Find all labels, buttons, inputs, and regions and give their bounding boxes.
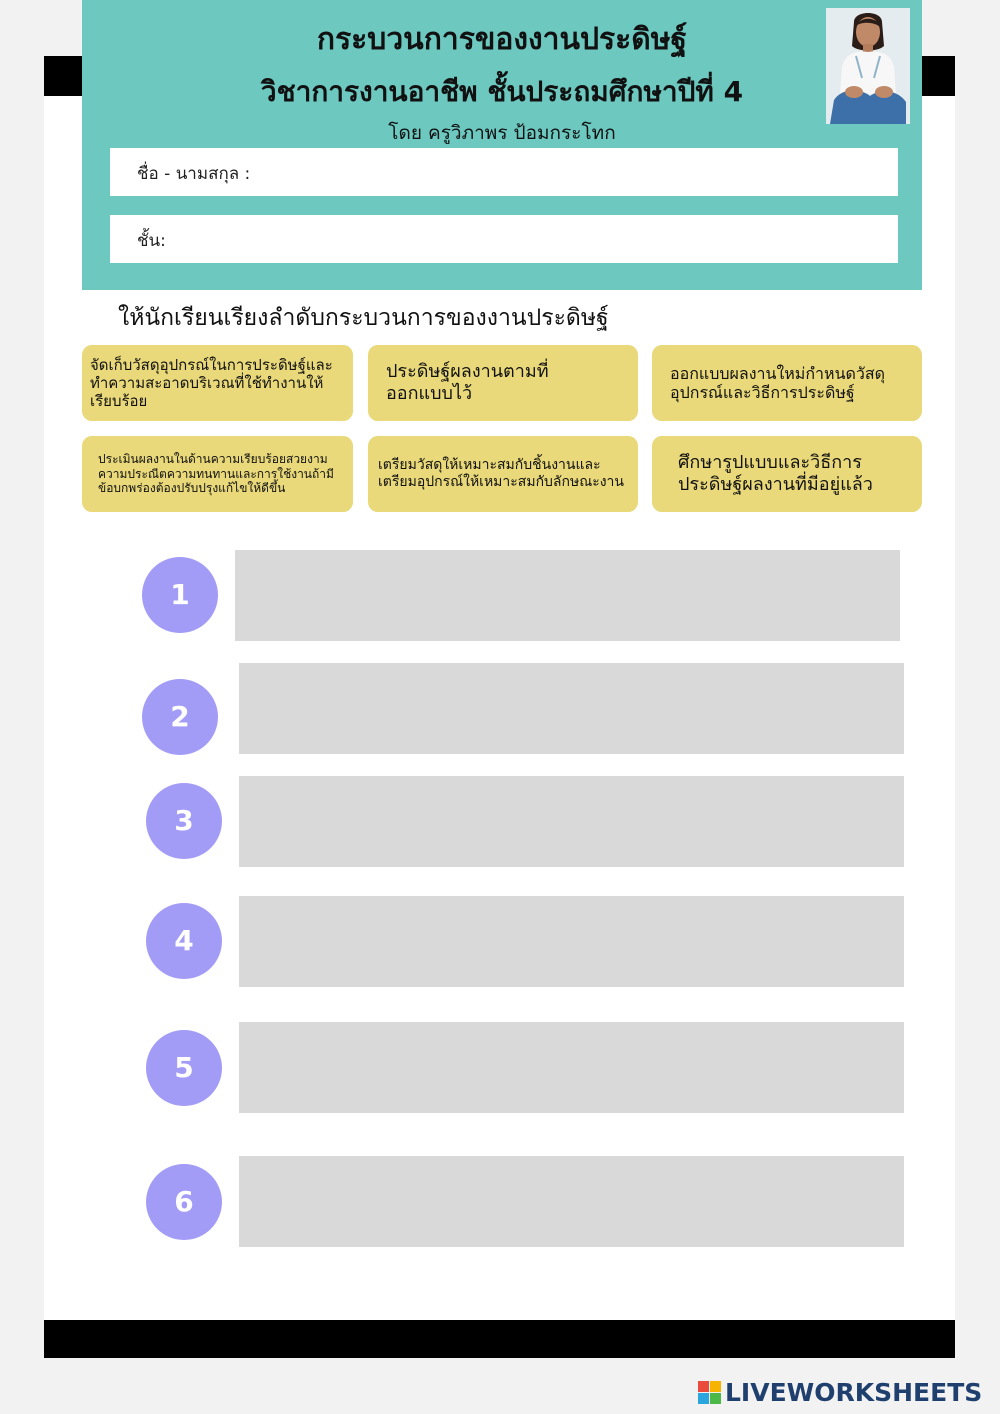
- answer-card-build[interactable]: [368, 345, 638, 421]
- liveworksheets-logo-icon: [698, 1381, 721, 1404]
- class-field[interactable]: [110, 215, 898, 263]
- author-line: โดย ครูวิภาพร ป้อมกระโทก: [388, 122, 616, 144]
- answer-card-text: ออกแบบผลงานใหม่กำหนดวัสดุอุปกรณ์และวิธีการประดิษฐ์: [670, 363, 886, 402]
- answer-card-text: ประดิษฐ์ผลงานตามที่ออกแบบไว้: [386, 361, 549, 404]
- name-field[interactable]: [110, 148, 898, 196]
- instruction-text: ให้นักเรียนเรียงลำดับกระบวนการของงานประดิษฐ์: [118, 305, 609, 331]
- teacher-photo-illustration: [826, 8, 910, 124]
- worksheet-subtitle: วิชาการงานอาชีพ ชั้นประถมศึกษาปีที่ 4: [260, 75, 744, 108]
- answer-card-text: ประเมินผลงานในด้านความเรียบร้อยสวยงามความประณีตความทนทานและการใช้งานถ้ามีข้อบกพร่องต้องปรับปรุงแก้ไขให้ดีขึ้น: [98, 452, 334, 496]
- answer-card-evaluate[interactable]: [82, 436, 353, 512]
- answer-card-prepare[interactable]: [368, 436, 638, 512]
- answer-card-text: เตรียมวัสดุให้เหมาะสมกับชิ้นงานและเตรียมอุปกรณ์ให้เหมาะสมกับลักษณะงาน: [378, 457, 624, 490]
- answer-card-research[interactable]: [652, 436, 922, 512]
- liveworksheets-brand: [698, 1378, 982, 1407]
- step-number-4: 4: [146, 903, 222, 979]
- answer-card-clean-up[interactable]: [82, 345, 353, 421]
- answer-card-text: ศึกษารูปแบบและวิธีการประดิษฐ์ผลงานที่มีอยู่แล้ว: [678, 452, 873, 495]
- step-drop-box-6[interactable]: [239, 1156, 904, 1247]
- step-number-1: 1: [142, 557, 218, 633]
- name-field-label: ชื่อ - นามสกุล :: [137, 164, 251, 184]
- step-number-6: 6: [146, 1164, 222, 1240]
- step-drop-box-5[interactable]: [239, 1022, 904, 1113]
- step-number-5: 5: [146, 1030, 222, 1106]
- answer-card-design[interactable]: [652, 345, 922, 421]
- step-drop-box-4[interactable]: [239, 896, 904, 987]
- worksheet-title: กระบวนการของงานประดิษฐ์: [316, 22, 688, 57]
- liveworksheets-brand-text: LIVEWORKSHEETS: [725, 1378, 983, 1407]
- teacher-photo: [826, 8, 910, 124]
- answer-card-text: จัดเก็บวัสดุอุปกรณ์ในการประดิษฐ์และทำความสะอาดบริเวณที่ใช้ทำงานให้เรียบร้อย: [90, 356, 333, 410]
- step-drop-box-1[interactable]: [235, 550, 900, 641]
- step-drop-box-3[interactable]: [239, 776, 904, 867]
- step-number-2: 2: [142, 679, 218, 755]
- class-field-label: ชั้น:: [137, 231, 166, 251]
- bottom-black-bar: [44, 1320, 955, 1358]
- step-drop-box-2[interactable]: [239, 663, 904, 754]
- step-number-3: 3: [146, 783, 222, 859]
- header-panel: [82, 0, 922, 290]
